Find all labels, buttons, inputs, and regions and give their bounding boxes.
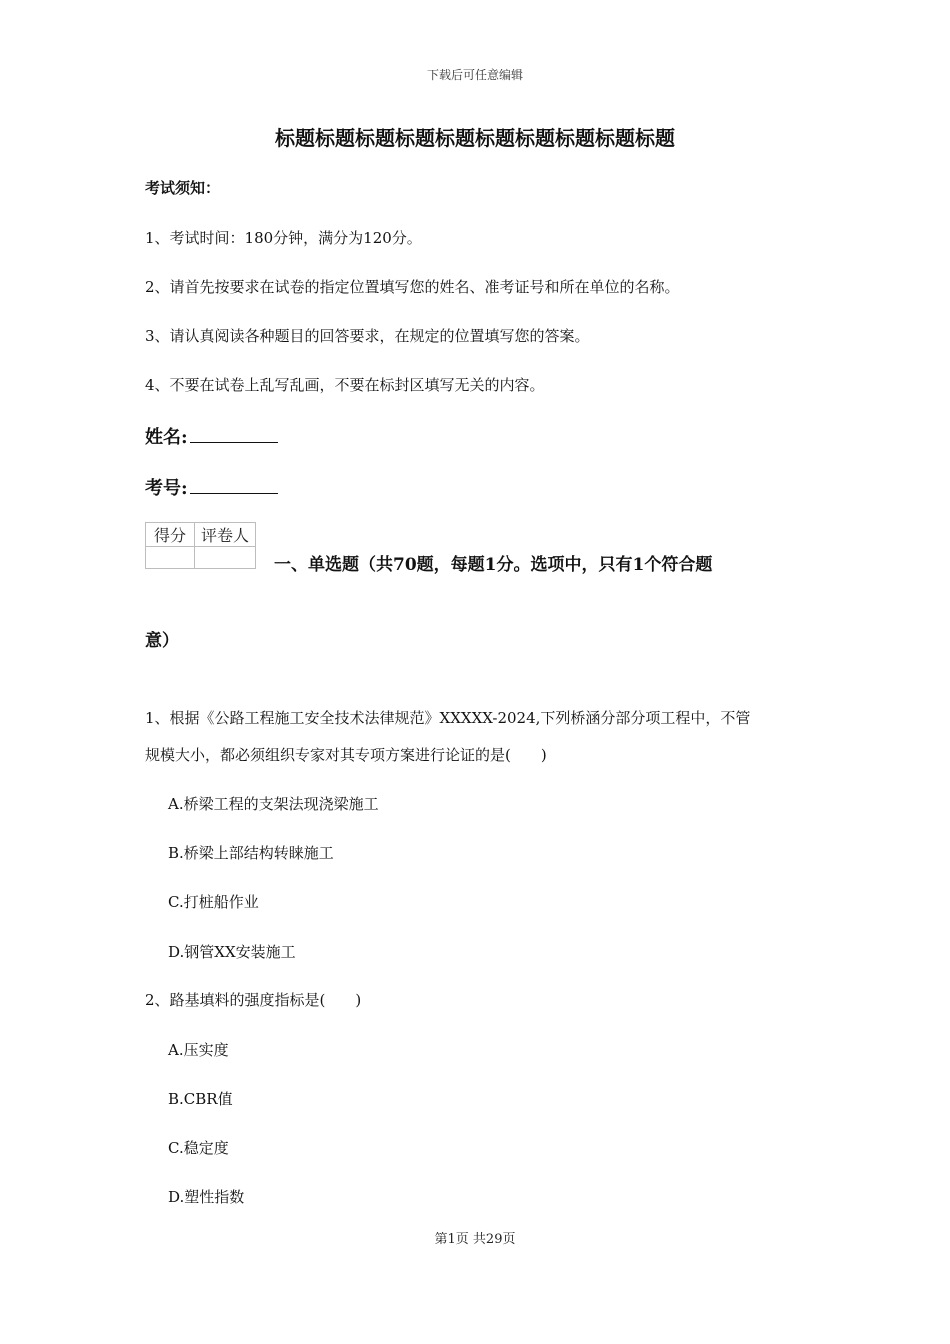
question-option: D.塑性指数 [168,1188,245,1206]
grader-cell [195,547,256,569]
notice-rule: 4、不要在试卷上乱写乱画，不要在标封区填写无关的内容。 [145,376,545,394]
exam-id-field [145,474,278,500]
name-label: 姓名: [145,427,188,448]
exam-id-label: 考号: [145,478,188,499]
question-text: 规模大小，都必须组织专家对其专项方案进行论证的是( ) [145,746,547,764]
grader-header: 评卷人 [195,523,256,547]
notice-rule: 1、考试时间：180分钟，满分为120分。 [145,229,422,247]
question-option: C.打桩船作业 [168,893,259,911]
name-blank[interactable] [190,424,278,443]
question-option: B.桥梁上部结构转睐施工 [168,844,334,862]
question-option: B.CBR值 [168,1090,233,1108]
score-header: 得分 [146,523,195,547]
exam-id-blank[interactable] [190,475,278,494]
name-field [145,423,278,449]
question-text: 2、路基填料的强度指标是( ) [145,991,362,1009]
header-note: 下载后可任意编辑 [426,68,523,82]
question-option: A.桥梁工程的支架法现浇梁施工 [168,795,379,813]
section-title: 一、单选题（共70题，每题1分。选项中，只有1个符合题 [274,555,713,575]
question-option: D.钢管XX安装施工 [168,943,296,961]
page-footer: 第1页 共29页 [434,1232,516,1247]
notice-heading: 考试须知： [145,179,221,197]
notice-rule: 3、请认真阅读各种题目的回答要求，在规定的位置填写您的答案。 [145,327,590,345]
notice-rule: 2、请首先按要求在试卷的指定位置填写您的姓名、准考证号和所在单位的名称。 [145,278,680,296]
question-option: A.压实度 [168,1041,229,1059]
score-table [145,522,256,569]
document-title: 标题标题标题标题标题标题标题标题标题标题 [275,126,675,150]
question-option: C.稳定度 [168,1139,229,1157]
score-cell [146,547,195,569]
question-text: 1、根据《公路工程施工安全技术法律规范》XXXXX-2024,下列桥涵分部分项工程中，不管 [145,709,751,727]
section-title-continued: 意） [145,631,179,651]
